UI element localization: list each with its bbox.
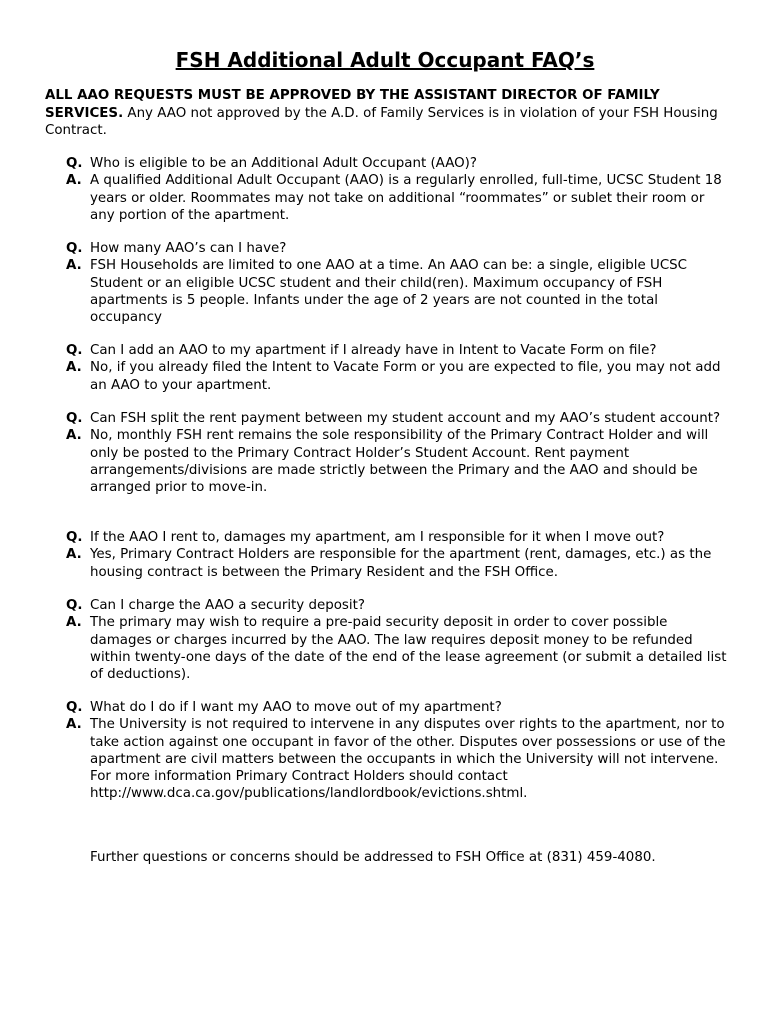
answer-text: The primary may wish to require a pre-paid security deposit in order to cover possible damages or charges incurred by the AAO. The law requires deposit money to be refunded within twenty-one days of the date of the end of the lease agreement (or submit a detailed list of deductions). xyxy=(90,615,727,683)
answer-text: No, monthly FSH rent remains the sole responsibility of the Primary Contract Holder and will only be posted to the Primary Contract Holder’s Student Account. Rent payment arrangements/divisions are made strictly between the Primary and the AAO and should be arranged prior to move-in. xyxy=(90,428,709,496)
faq-item xyxy=(66,342,730,394)
faq-item xyxy=(66,699,730,803)
answer-label: A. xyxy=(66,258,82,274)
intro-paragraph xyxy=(45,87,725,140)
faq-item xyxy=(66,597,730,683)
faq-answer xyxy=(66,427,730,496)
answer-text: No, if you already filed the Intent to Vacate Form or you are expected to file, you may not add an AAO to your apartment. xyxy=(90,360,721,393)
question-label: Q. xyxy=(66,530,83,545)
faq-answer xyxy=(66,614,730,683)
faq-item xyxy=(66,529,730,581)
question-label: Q. xyxy=(66,343,83,358)
page-title: FSH Additional Adult Occupant FAQ’s xyxy=(175,48,595,72)
faq-question xyxy=(66,155,730,172)
answer-text: FSH Households are limited to one AAO at a time. An AAO can be: a single, eligible UCSC Student or an eligible UCSC student and their child(ren). Maximum occupancy of FSH apartments is 5 people. Infants under the age of 2 years are not counted in the total occupancy xyxy=(90,258,688,326)
question-text: How many AAO’s can I have? xyxy=(90,241,287,256)
question-text: Can I charge the AAO a security deposit? xyxy=(90,598,365,613)
question-text: Who is eligible to be an Additional Adult Occupant (AAO)? xyxy=(90,156,478,171)
answer-text: Yes, Primary Contract Holders are responsible for the apartment (rent, damages, etc.) as the housing contract is between the Primary Resident and the FSH Office. xyxy=(90,547,712,580)
contact-footer: Further questions or concerns should be addressed to FSH Office at (831) 459-4080. xyxy=(90,850,656,865)
question-text: If the AAO I rent to, damages my apartment, am I responsible for it when I move out? xyxy=(90,530,665,545)
intro-bold-notice: ALL AAO REQUESTS MUST BE APPROVED BY THE ASSISTANT DIRECTOR OF FAMILY SERVICES. xyxy=(45,88,660,121)
question-label: Q. xyxy=(66,411,83,426)
faq-answer xyxy=(66,546,730,581)
answer-label: A. xyxy=(66,615,82,631)
intro-text: Any AAO not approved by the A.D. of Family Services is in violation of your FSH Housing Contract. xyxy=(45,105,718,138)
faq-question xyxy=(66,597,730,614)
question-label: Q. xyxy=(66,156,83,171)
question-label: Q. xyxy=(66,700,83,715)
answer-label: A. xyxy=(66,547,82,563)
question-label: Q. xyxy=(66,241,83,256)
question-label: Q. xyxy=(66,598,83,613)
question-text: Can FSH split the rent payment between my student account and my AAO’s student account? xyxy=(90,411,721,426)
faq-item xyxy=(66,240,730,326)
faq-question xyxy=(66,699,730,716)
answer-text: A qualified Additional Adult Occupant (AAO) is a regularly enrolled, full-time, UCSC Student 18 years or older. Roommates may not take on additional “roommates” or sublet their room or any portion of the apartment. xyxy=(90,173,722,223)
answer-label: A. xyxy=(66,360,82,376)
faq-item xyxy=(66,155,730,224)
faq-answer xyxy=(66,716,730,802)
question-text: What do I do if I want my AAO to move out of my apartment? xyxy=(90,700,502,715)
faq-answer xyxy=(66,172,730,224)
faq-question xyxy=(66,240,730,257)
faq-item xyxy=(66,410,730,496)
faq-question xyxy=(66,342,730,359)
answer-label: A. xyxy=(66,428,82,444)
faq-question xyxy=(66,529,730,546)
answer-label: A. xyxy=(66,173,82,189)
faq-answer xyxy=(66,359,730,394)
faq-answer xyxy=(66,257,730,326)
answer-label: A. xyxy=(66,717,82,733)
answer-text: The University is not required to intervene in any disputes over rights to the apartment, nor to take action against one occupant in favor of the other. Disputes over possessions or use of the apartment are civil matters between the occupants in which the University will not intervene. For more information Primary Contract Holders should contact http://www.dca.ca.gov/publications/landlordbook/evictions.shtml. xyxy=(90,717,726,802)
faq-question xyxy=(66,410,730,427)
question-text: Can I add an AAO to my apartment if I already have in Intent to Vacate Form on file? xyxy=(90,343,657,358)
